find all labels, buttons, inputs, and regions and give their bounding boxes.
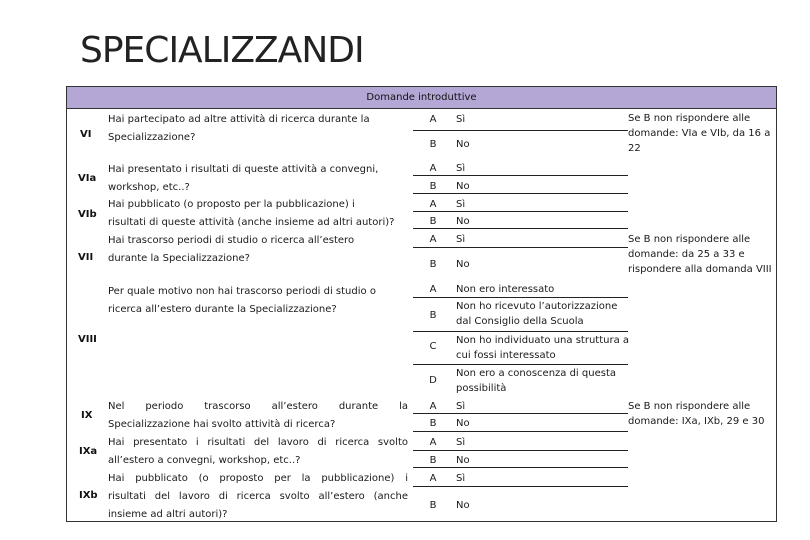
question-text-line: risultati di queste attività (anche insieme ad altri autori)? <box>108 217 395 228</box>
question-text-line: risultati del lavoro di ricerca svolto all’estero (anche <box>108 491 408 502</box>
answer-letter: A <box>429 437 437 448</box>
question-text-line: Hai presentato i risultati del lavoro di ricerca svolto <box>108 437 408 448</box>
answer-option[interactable]: Sì <box>456 437 466 448</box>
skip-note-ix <box>628 399 773 429</box>
answer-option[interactable]: No <box>456 216 470 227</box>
answer-option[interactable]: Sì <box>456 163 466 174</box>
answer-option[interactable]: No <box>456 259 470 270</box>
answer-letter: A <box>429 284 437 295</box>
answer-letter: A <box>429 473 437 484</box>
divider <box>413 130 628 131</box>
answer-letter: B <box>429 310 437 321</box>
question-ixb <box>108 470 408 524</box>
answer-option[interactable]: Sì <box>456 473 466 484</box>
question-text-line: Nel periodo trascorso all’estero durante la <box>108 401 408 412</box>
divider <box>413 247 628 248</box>
answer-option[interactable] <box>456 299 617 329</box>
answer-letter: B <box>429 259 437 270</box>
answer-letter: B <box>429 139 437 150</box>
divider <box>413 211 628 212</box>
note-line: Se B non rispondere alle <box>628 234 751 245</box>
divider <box>413 297 628 298</box>
answer-letter: C <box>429 341 437 352</box>
answer-option[interactable] <box>456 333 629 363</box>
question-text-line: Per quale motivo non hai trascorso periodi di studio o <box>108 286 376 297</box>
note-line: Se B non rispondere alle <box>628 113 751 124</box>
question-text-line: durante la Specializzazione? <box>108 253 250 264</box>
divider <box>413 193 628 194</box>
answer-line: Non ho ricevuto l’autorizzazione <box>456 301 618 312</box>
answer-option[interactable]: No <box>456 500 470 511</box>
question-code-ixa: IXa <box>79 446 98 457</box>
answer-option[interactable]: No <box>456 181 470 192</box>
skip-note-vii <box>628 232 776 277</box>
question-text-line: ricerca all’estero durante la Specializzazione? <box>108 304 337 315</box>
answer-line: cui fossi interessato <box>456 350 556 361</box>
question-code-viii: VIII <box>78 334 97 345</box>
question-text-line: Hai partecipato ad altre attività di ricerca durante la <box>108 114 370 125</box>
question-text-line: Hai trascorso periodi di studio o ricerca all’estero <box>108 235 355 246</box>
answer-line: dal Consiglio della Scuola <box>456 316 584 327</box>
question-ixa <box>108 434 408 470</box>
question-text-line: Hai presentato i risultati di queste attività a convegni, <box>108 164 379 175</box>
question-text-line: Hai pubblicato (o proposto per la pubblicazione) i <box>108 473 408 484</box>
answer-option[interactable] <box>456 366 616 396</box>
answer-letter: A <box>429 401 437 412</box>
answer-letter: B <box>429 181 437 192</box>
answer-letter: B <box>429 500 437 511</box>
question-text-line: Hai pubblicato (o proposto per la pubblicazione) i <box>108 199 355 210</box>
divider <box>413 450 628 451</box>
question-text-line: Specializzazione hai svolto attività di ricerca? <box>108 419 336 430</box>
note-line: domande: VIa e VIb, da 16 a <box>628 128 771 139</box>
divider <box>413 331 628 332</box>
question-text-line: all’estero a convegni, workshop, etc..? <box>108 455 301 466</box>
question-code-ix: IX <box>81 410 93 421</box>
divider <box>413 228 628 229</box>
answer-option[interactable]: No <box>456 418 470 429</box>
page-title: SPECIALIZZANDI <box>80 30 364 71</box>
skip-note-vi <box>628 111 773 156</box>
answer-option[interactable]: Sì <box>456 199 466 210</box>
section-header: Domande introduttive <box>67 87 776 109</box>
answer-line: possibilità <box>456 383 507 394</box>
note-line: Se B non rispondere alle <box>628 401 751 412</box>
answer-letter: A <box>429 234 437 245</box>
divider <box>413 486 628 487</box>
question-vib <box>108 196 418 232</box>
answer-letter: A <box>429 163 437 174</box>
question-vii <box>108 232 408 268</box>
question-ix <box>108 398 408 434</box>
answer-letter: A <box>429 199 437 210</box>
note-line: 22 <box>628 143 641 154</box>
answer-option[interactable]: Non ero interessato <box>456 284 555 295</box>
divider <box>413 413 628 414</box>
divider <box>413 431 628 432</box>
answer-letter: B <box>429 455 437 466</box>
answer-line: Non ho individuato una struttura a <box>456 335 630 346</box>
divider <box>413 364 628 365</box>
note-line: rispondere alla domanda VIII <box>628 264 772 275</box>
question-code-vii: VII <box>78 252 94 263</box>
question-via <box>108 161 408 197</box>
answer-option[interactable]: Sì <box>456 401 466 412</box>
question-code-vib: VIb <box>78 209 97 220</box>
question-text-line: insieme ad altri autori)? <box>108 509 228 520</box>
answer-letter: D <box>429 375 437 386</box>
question-code-via: VIa <box>78 173 97 184</box>
question-code-vi: VI <box>80 129 92 140</box>
answer-letter: A <box>429 114 437 125</box>
divider <box>413 467 628 468</box>
answer-option[interactable]: Sì <box>456 234 466 245</box>
question-vi <box>108 111 408 147</box>
question-text-line: Specializzazione? <box>108 132 196 143</box>
answer-letter: B <box>429 418 437 429</box>
answer-option[interactable]: Sì <box>456 114 466 125</box>
answer-option[interactable]: No <box>456 455 470 466</box>
answer-letter: B <box>429 216 437 227</box>
note-line: domande: IXa, IXb, 29 e 30 <box>628 416 765 427</box>
question-code-ixb: IXb <box>79 490 98 501</box>
divider <box>413 175 628 176</box>
question-viii <box>108 283 408 319</box>
answer-line: Non ero a conoscenza di questa <box>456 368 616 379</box>
answer-option[interactable]: No <box>456 139 470 150</box>
note-line: domande: da 25 a 33 e <box>628 249 745 260</box>
question-text-line: workshop, etc..? <box>108 182 190 193</box>
